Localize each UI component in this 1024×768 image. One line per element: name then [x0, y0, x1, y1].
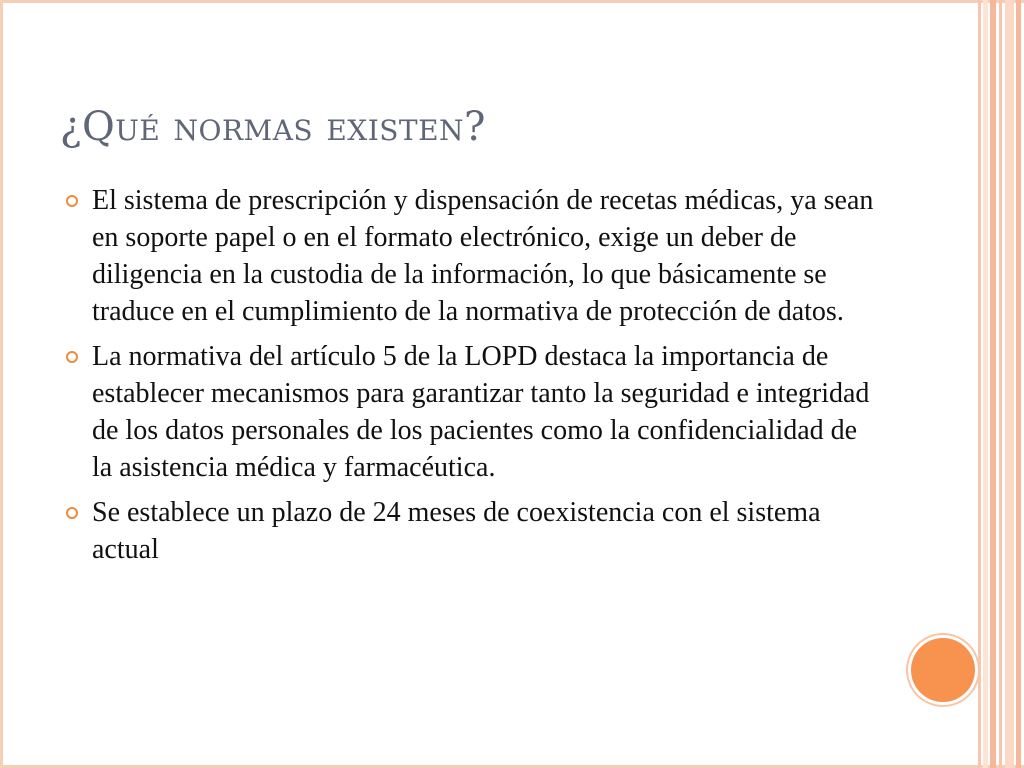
frame-left-border [0, 0, 3, 768]
circle-bullet-icon [66, 507, 78, 519]
bullet-item [58, 182, 878, 330]
decorative-stripe [983, 0, 988, 768]
bullet-text: La normativa del artículo 5 de la LOPD destaca la importancia de establecer mecanismos para garantizar tanto la seguridad e integridad de los datos personales de los pacientes como la confidencialidad de la asistencia médica y farmacéutica. [92, 341, 870, 483]
bullet-list [58, 182, 878, 576]
circle-bullet-icon [66, 195, 78, 207]
decorative-stripe [978, 0, 981, 768]
bullet-text: El sistema de prescripción y dispensación de recetas médicas, ya sean en soporte papel o en el formato electrónico, exige un deber de diligencia en la custodia de la información, lo que básicamente se traduce en el cumplimiento de la normativa de protección de datos. [92, 185, 874, 327]
decorative-stripe [990, 0, 996, 768]
bullet-item [58, 494, 878, 568]
decorative-stripe [1005, 0, 1014, 768]
circle-bullet-icon [66, 351, 78, 363]
slide-title: ¿Qué normas existen? [60, 104, 486, 150]
bullet-text: Se establece un plazo de 24 meses de coexistencia con el sistema actual [92, 497, 821, 565]
bullet-item [58, 338, 878, 486]
decorative-stripe [1016, 0, 1021, 768]
frame-top-border [0, 0, 1024, 3]
decorative-circle [911, 638, 975, 702]
decorative-stripe [999, 0, 1002, 768]
